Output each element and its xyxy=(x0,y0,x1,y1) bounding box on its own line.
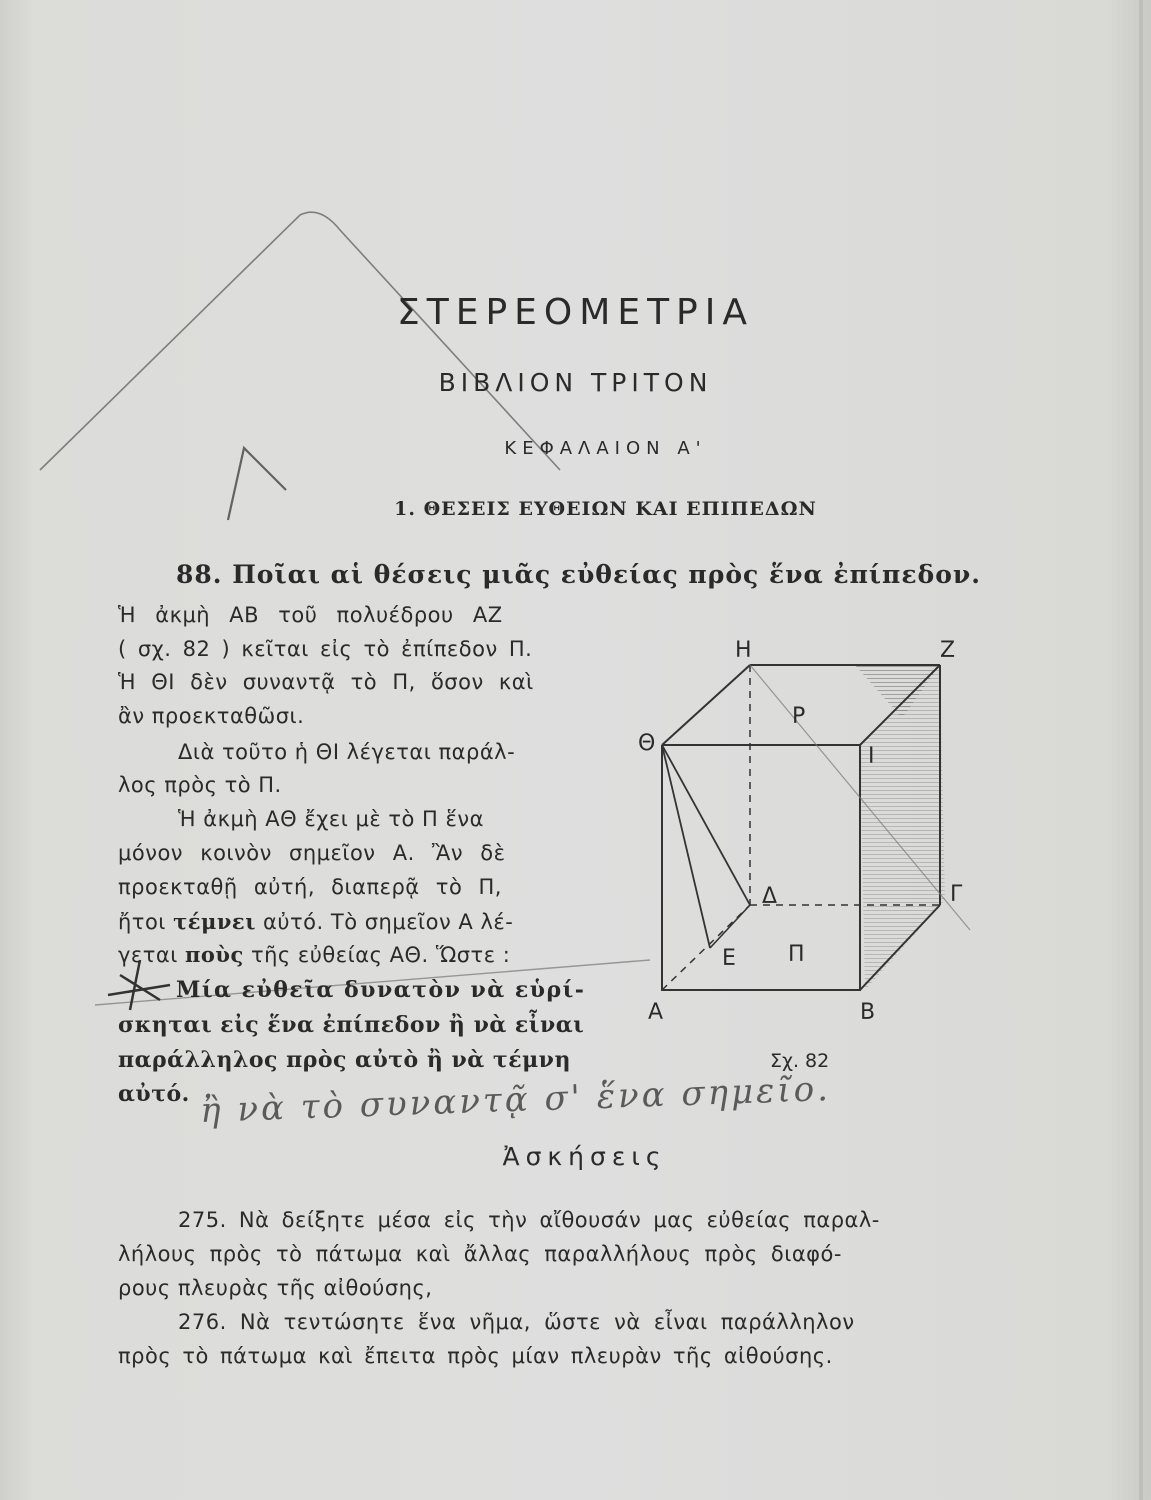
figure-label: Π xyxy=(788,942,805,967)
page-title: ΣΤΕΡΕΟΜΕΤΡΙΑ xyxy=(396,292,755,333)
text-segment: αὐτό. Τὸ σημεῖον Α λέ- xyxy=(255,910,514,934)
figure-label: Ε xyxy=(722,946,736,971)
emphasis-word: τέμνει xyxy=(173,909,256,934)
exercise-line: 275. Νὰ δείξητε μέσα εἰς τὴν αἴθουσάν μας εὐθείας παραλ- xyxy=(178,1208,880,1232)
text-line: ( σχ. 82 ) κεῖται εἰς τὸ ἐπίπεδον Π. xyxy=(118,637,533,661)
figure-82-polyhedron xyxy=(640,630,980,1050)
exercise-line: 276. Νὰ τεντώσητε ἕνα νῆμα, ὥστε νὰ εἶναι παράλληλον xyxy=(178,1310,855,1334)
text-line: προεκταθῇ αὐτή, διαπερᾷ τὸ Π, xyxy=(118,875,502,899)
figure-label: Δ xyxy=(762,884,778,909)
theorem-line: παράλληλος πρὸς αὐτὸ ἢ νὰ τέμνη xyxy=(118,1047,571,1073)
text-segment: τῆς εὐθείας ΑΘ. Ὥστε : xyxy=(243,943,511,967)
text-line: ἂν προεκταθῶσι. xyxy=(118,704,305,728)
text-line: Ἡ ἀκμὴ ΑΘ ἔχει μὲ τὸ Π ἕνα xyxy=(178,807,484,831)
exercises-heading: Ἀσκήσεις xyxy=(502,1142,667,1171)
text-line: Ἡ ἀκμὴ ΑΒ τοῦ πολυέδρου ΑΖ xyxy=(118,603,503,627)
text-line: Ἡ ΘΙ δὲν συναντᾷ τὸ Π, ὅσον καὶ xyxy=(118,670,534,694)
text-line: μόνον κοινὸν σημεῖον Α. Ἂν δὲ xyxy=(118,841,506,865)
text-line xyxy=(118,909,513,934)
figure-label: Γ xyxy=(950,882,963,907)
text-line xyxy=(118,942,510,967)
figure-label: Α xyxy=(648,1000,664,1025)
book-subtitle: ΒΙΒΛΙΟΝ ΤΡΙΤΟΝ xyxy=(438,368,713,397)
text-segment: γεται xyxy=(118,943,186,967)
text-line: Διὰ τοῦτο ἡ ΘΙ λέγεται παράλ- xyxy=(178,740,516,764)
figure-label: Θ xyxy=(638,731,656,756)
figure-caption: Σχ. 82 xyxy=(770,1050,830,1072)
theorem-line: σκηται εἰς ἕνα ἐπίπεδον ἢ νὰ εἶναι xyxy=(118,1012,585,1038)
theorem-line: αὐτό. xyxy=(118,1081,190,1107)
exercise-line: πρὸς τὸ πάτωμα καὶ ἔπειτα πρὸς μίαν πλευρὰν τῆς αἰθούσης. xyxy=(118,1344,833,1368)
chapter-heading: ΚΕΦΑΛΑΙΟΝ Α' xyxy=(504,438,707,459)
figure-label: Η xyxy=(735,638,752,663)
theorem-line: Μία εὐθεῖα δυνατὸν νὰ εὑρί- xyxy=(176,977,586,1003)
paragraph-88-heading: 88. Ποῖαι αἱ θέσεις μιᾶς εὐθείας πρὸς ἕνα ἐπίπεδον. xyxy=(176,560,981,589)
text-segment: ἤτοι xyxy=(118,910,174,934)
figure-label: Ζ xyxy=(940,638,956,663)
exercise-line: ρους πλευρὰς τῆς αἰθούσης, xyxy=(118,1276,433,1300)
section-heading: 1. ΘΕΣΕΙΣ ΕΥΘΕΙΩΝ ΚΑΙ ΕΠΙΠΕΔΩΝ xyxy=(394,498,817,520)
emphasis-word: ποὺς xyxy=(185,942,244,967)
exercise-line: λήλους πρὸς τὸ πάτωμα καὶ ἄλλας παραλλήλους πρὸς διαφό- xyxy=(118,1242,842,1266)
figure-label: Β xyxy=(860,1000,876,1025)
text-line: λος πρὸς τὸ Π. xyxy=(118,773,282,797)
figure-label: Ι xyxy=(868,744,875,769)
handwritten-note: ἢ νὰ τὸ συναντᾷ σ' ἕνα σημεῖο. xyxy=(199,1069,832,1131)
figure-label: Ρ xyxy=(792,704,806,729)
